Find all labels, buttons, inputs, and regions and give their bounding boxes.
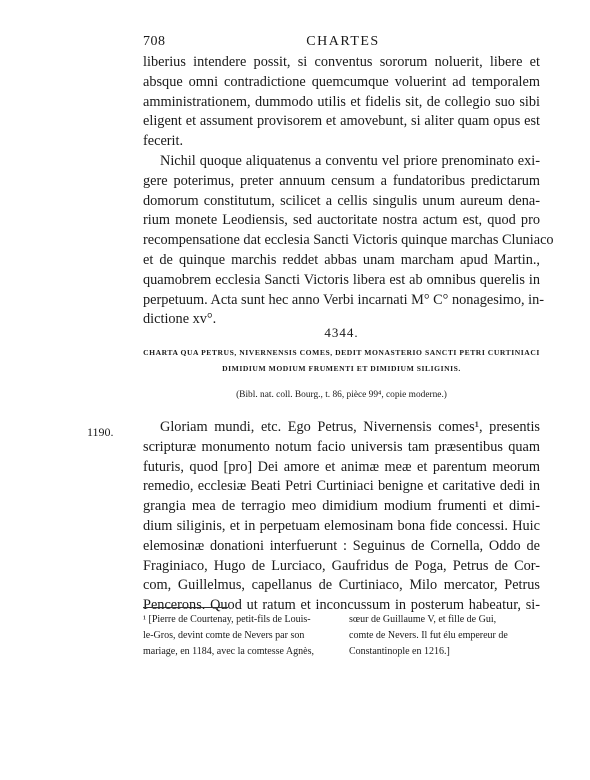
text-line: Nichil quoque aliquatenus a conventu vel priore prenominato exi-: [160, 152, 540, 169]
footnote-line: le-Gros, devint comte de Nevers par son: [143, 630, 305, 641]
page-number: 708: [143, 34, 166, 49]
footnote-line: Constantinople en 1216.]: [349, 646, 450, 657]
text-line: Fraginiaco, Hugo de Lurciaco, Gaufridus de Poga, Petrus de Cor-: [143, 557, 540, 574]
margin-date: 1190.: [87, 425, 114, 439]
charter-text: [143, 418, 540, 616]
text-line: perpetuum. Acta sunt hec anno Verbi incarnati M° C° nonagesimo, in-: [143, 291, 545, 308]
text-line: Pencerons. Quod ut ratum et inconcussum in posterum habeatur, si-: [143, 597, 540, 614]
footnote-line: mariage, en 1184, avec la comtesse Agnès,: [143, 646, 314, 657]
text-line: grangia mea de terragio meo dimidium modium frumenti et dimi-: [143, 498, 540, 515]
text-line: scripturæ monumento notum facio universis tam præsentibus quam: [143, 438, 540, 455]
text-line: et de quinque marchis reddet abbas unam marcham apud Martin.,: [143, 251, 540, 268]
charter-rubric-line: CHARTA QUA PETRUS, NIVERNENSIS COMES, DEDIT MONASTERIO SANCTI PETRI CURTINIACI: [143, 348, 540, 357]
text-line: absque omni contradictione quemcumque voluerint ad temporalem: [143, 73, 540, 90]
text-line: com, Guillelmus, capellanus de Curtiniaco, Milo mercator, Petrus: [143, 577, 540, 594]
charter-rubric-line: DIMIDIUM MODIUM FRUMENTI ET DIMIDIUM SILIGINIS.: [222, 364, 461, 373]
footnote-left-column: [143, 612, 329, 660]
running-title: CHARTES: [306, 34, 380, 49]
text-line: dictione xv°.: [143, 311, 217, 328]
text-line: Gloriam mundi, etc. Ego Petrus, Nivernensis comes¹, presentis: [160, 419, 540, 435]
text-line: gere poterimus, preter annuum censum a fundatoribus predictarum: [143, 172, 540, 189]
text-line: dium siliginis, et in perpetuam elemosinam bona fide concessi. Huic: [143, 517, 540, 534]
text-line: liberius intendere possit, si conventus sororum noluerit, libere et: [143, 54, 540, 70]
text-line: recompensatione dat ecclesia Sancti Victoris quinque marchas Cluniaco: [143, 232, 554, 249]
footnote-line: ¹ [Pierre de Courtenay, petit-fils de Louis-: [143, 614, 311, 625]
text-line: elemosinæ donationi interfuerunt : Seguinus de Cornella, Oddo de: [143, 537, 540, 554]
footnote-rule: [143, 607, 228, 608]
text-line: amministrationem, dummodo utilis et fidelis sit, de collegio suo sibi: [143, 93, 540, 110]
footnote-line: comte de Nevers. Il fut élu empereur de: [349, 630, 508, 641]
page-header: [143, 34, 543, 54]
text-line: remedio, ecclesiæ Beati Petri Curtiniaci benigne et caritative dedi in: [143, 478, 540, 495]
charter-number: 4344.: [324, 325, 359, 340]
main-text-top: [143, 53, 554, 330]
text-line: fecerit.: [143, 133, 184, 150]
text-line: rium monete Leodiensis, sed auctoritate nostra actum est, quod pro: [143, 212, 540, 229]
text-line: futuris, quod [pro] Dei amore et animæ meæ et parentum meorum: [143, 458, 540, 475]
text-line: domorum constitutum, scilicet a cellis singulis unum aureum dena-: [143, 192, 540, 209]
text-line: eligent et assument provisorem et amovebunt, si aliter quam opus est: [143, 113, 540, 130]
source-citation: (Bibl. nat. coll. Bourg., t. 86, pièce 99⁴, copie moderne.): [236, 390, 447, 400]
footnote-right-column: [349, 612, 540, 660]
text-line: quamobrem ecclesia Sancti Victoris libera est ab omnibus querelis in: [143, 271, 540, 288]
footnote-line: sœur de Guillaume V, et fille de Gui,: [349, 614, 497, 625]
